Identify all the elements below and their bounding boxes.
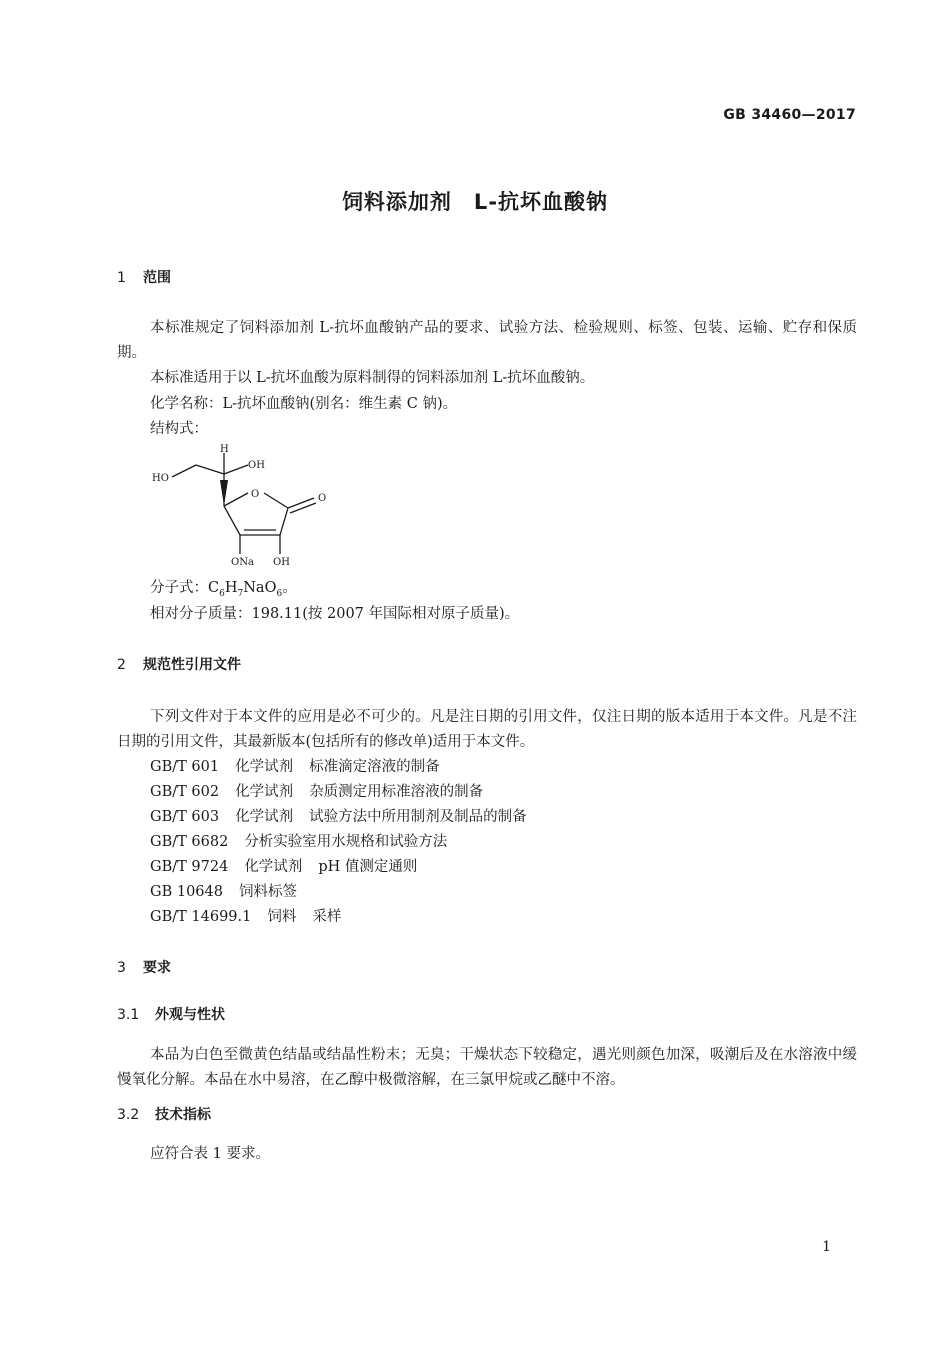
appearance-paragraph: 本品为白色至微黄色结晶或结晶性粉末；无臭；干燥状态下较稳定，遇光则颜色加深，吸潮后及在水溶液中缓慢氧化分解。本品在水中易溶，在乙醇中极微溶解，在三氯甲烷或乙醚中不溶。: [117, 1047, 857, 1088]
reference-item: GB/T 14699.1 饲料 采样: [150, 909, 342, 925]
reference-item: GB/T 602 化学试剂 杂质测定用标准溶液的制备: [150, 784, 484, 800]
section-number: 1: [117, 270, 126, 286]
subsection-3-2-heading: [117, 1104, 211, 1124]
section-3-heading: [117, 957, 171, 977]
section-number: 2: [117, 657, 126, 673]
structural-formula: [140, 440, 350, 575]
reference-item: GB/T 6682 分析实验室用水规格和试验方法: [150, 834, 448, 850]
atom-label-ona: ONa: [231, 557, 254, 568]
chemical-name: 化学名称：L-抗坏血酸钠(别名：维生素 C 钠)。: [150, 396, 458, 412]
section-number: 3: [117, 960, 126, 976]
atom-label-oh-top: OH: [248, 460, 265, 471]
molar-mass: 相对分子质量：198.11(按 2007 年国际相对原子质量)。: [150, 606, 520, 622]
atom-label-ring-o: O: [251, 489, 260, 500]
atom-label-oh-bottom: OH: [273, 557, 290, 568]
reference-item: GB/T 603 化学试剂 试验方法中所用制剂及制品的制备: [150, 809, 527, 825]
section-title: 规范性引用文件: [143, 657, 241, 673]
structure-label: 结构式：: [150, 421, 208, 437]
subsection-3-1-heading: [117, 1004, 225, 1024]
atom-label-ho: HO: [152, 473, 169, 484]
atom-label-h: H: [220, 444, 229, 455]
reference-item: GB/T 9724 化学试剂 pH 值测定通则: [150, 859, 418, 875]
subsection-number: 3.2: [117, 1107, 140, 1123]
atom-label-carbonyl-o: O: [318, 493, 327, 504]
normative-references-paragraph: 下列文件对于本文件的应用是必不可少的。凡是注日期的引用文件，仅注日期的版本适用于本文件。凡是不注日期的引用文件，其最新版本(包括所有的修改单)适用于本文件。: [117, 709, 857, 750]
applicability-paragraph: 本标准适用于以 L-抗坏血酸为原料制得的饲料添加剂 L-抗坏血酸钠。: [150, 370, 595, 386]
molecular-formula: 分子式：$C_6H_7NaO_6$。: [150, 580, 297, 599]
section-title: 要求: [143, 960, 171, 976]
page-number: 1: [822, 1239, 831, 1255]
reference-item: GB 10648 饲料标签: [150, 884, 297, 900]
standard-number: GB 34460—2017: [723, 107, 856, 123]
section-2-heading: [117, 654, 241, 674]
section-1-heading: [117, 267, 171, 287]
subsection-number: 3.1: [117, 1007, 140, 1023]
document-title: 饲料添加剂 L-抗坏血酸钠: [341, 190, 609, 214]
technical-requirement-paragraph: 应符合表 1 要求。: [150, 1146, 270, 1162]
reference-item: GB/T 601 化学试剂 标准滴定溶液的制备: [150, 759, 440, 775]
subsection-title: 技术指标: [155, 1107, 211, 1123]
scope-paragraph: 本标准规定了饲料添加剂 L-抗坏血酸钠产品的要求、试验方法、检验规则、标签、包装、运输、贮存和保质期。: [117, 320, 857, 361]
section-title: 范围: [143, 270, 171, 286]
wedge-bond: [220, 480, 228, 506]
subsection-title: 外观与性状: [155, 1007, 225, 1023]
